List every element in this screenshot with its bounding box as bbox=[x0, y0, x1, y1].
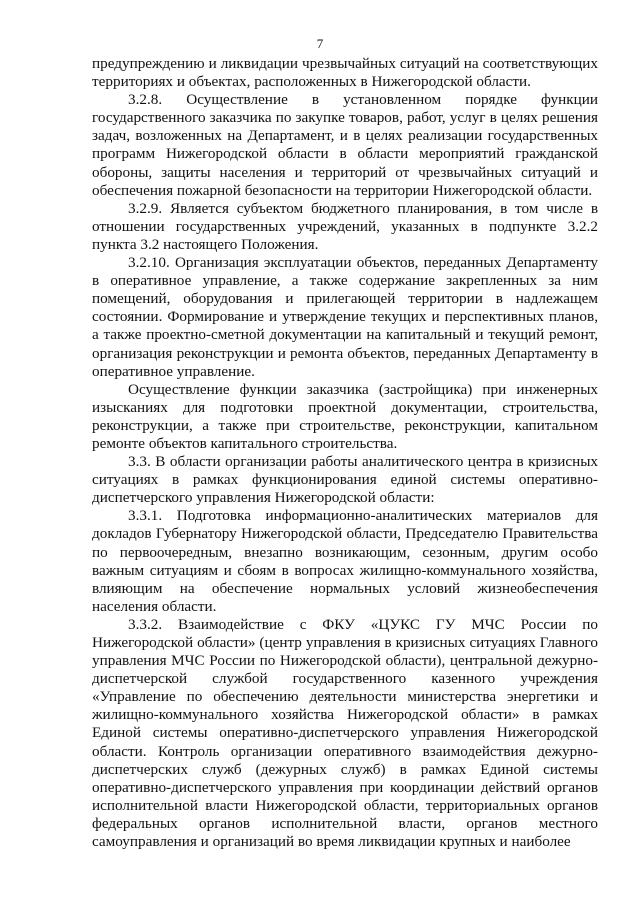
paragraph-3-3-1: 3.3.1. Подготовка информационно-аналитических материалов для докладов Губернатору Нижегородской области, Председателю Правительства по первоочередным, внезапно возникающим, сезонным, другим особо важным ситуациям и сбоям в вопросах жилищно-коммунального хозяйства, влияющим на обеспечение нормальных условий жизнеобеспечения населения области. bbox=[92, 507, 598, 615]
paragraph-3-2-9: 3.2.9. Является субъектом бюджетного планирования, в том числе в отношении государственных учреждений, указанных в подпункте 3.2.2 пункта 3.2 настоящего Положения. bbox=[92, 199, 598, 253]
paragraph-3-3: 3.3. В области организации работы аналитического центра в кризисных ситуациях в рамках функционирования единой системы оперативно-диспетчерского управления Нижегородской области: bbox=[92, 453, 598, 507]
document-body bbox=[92, 55, 598, 851]
paragraph-3-2-8: 3.2.8. Осуществление в установленном порядке функции государственного заказчика по закупке товаров, работ, услуг в целях решения задач, возложенных на Департамент, и в целях реализации государственных программ Нижегородской области в области мероприятий гражданской обороны, защиты населения и территорий от чрезвычайных ситуаций и обеспечения пожарной безопасности на территории Нижегородской области. bbox=[92, 91, 598, 199]
page-number: 7 bbox=[316, 36, 324, 51]
paragraph-continuation: предупреждению и ликвидации чрезвычайных ситуаций на соответствующих территориях и объектах, расположенных в Нижегородской области. bbox=[92, 55, 598, 91]
paragraph-3-3-2: 3.3.2. Взаимодействие с ФКУ «ЦУКС ГУ МЧС России по Нижегородской области» (центр управления в кризисных ситуациях Главного управления МЧС России по Нижегородской области), центральной дежурно-диспетчерской службой государственного казенного учреждения «Управление по обеспечению деятельности министерства энергетики и жилищно-коммунального хозяйства Нижегородской области» в рамках Единой системы оперативно-диспетчерского управления Нижегородской области. Контроль организации оперативного взаимодействия дежурно-диспетчерских служб (дежурных служб) в рамках Единой системы оперативно-диспетчерского управления при координации действий органов исполнительной власти Нижегородской области, территориальных органов федеральных органов исполнительной власти, органов местного самоуправления и организаций во время ликвидации крупных и наиболее bbox=[92, 615, 598, 851]
paragraph-3-2-10: 3.2.10. Организация эксплуатации объектов, переданных Департаменту в оперативное управление, а также содержание закрепленных за ним помещений, оборудования и прилегающей территории в надлежащем состоянии. Формирование и утверждение текущих и перспективных планов, а также проектно-сметной документации на капитальный и текущий ремонт, организация реконструкции и ремонта объектов, переданных Департаменту в оперативное управление. bbox=[92, 254, 598, 380]
paragraph-customer-functions: Осуществление функции заказчика (застройщика) при инженерных изысканиях для подготовки проектной документации, строительства, реконструкции, а также при строительстве, реконструкции, капитальном ремонте объектов капитального строительства. bbox=[92, 380, 598, 452]
